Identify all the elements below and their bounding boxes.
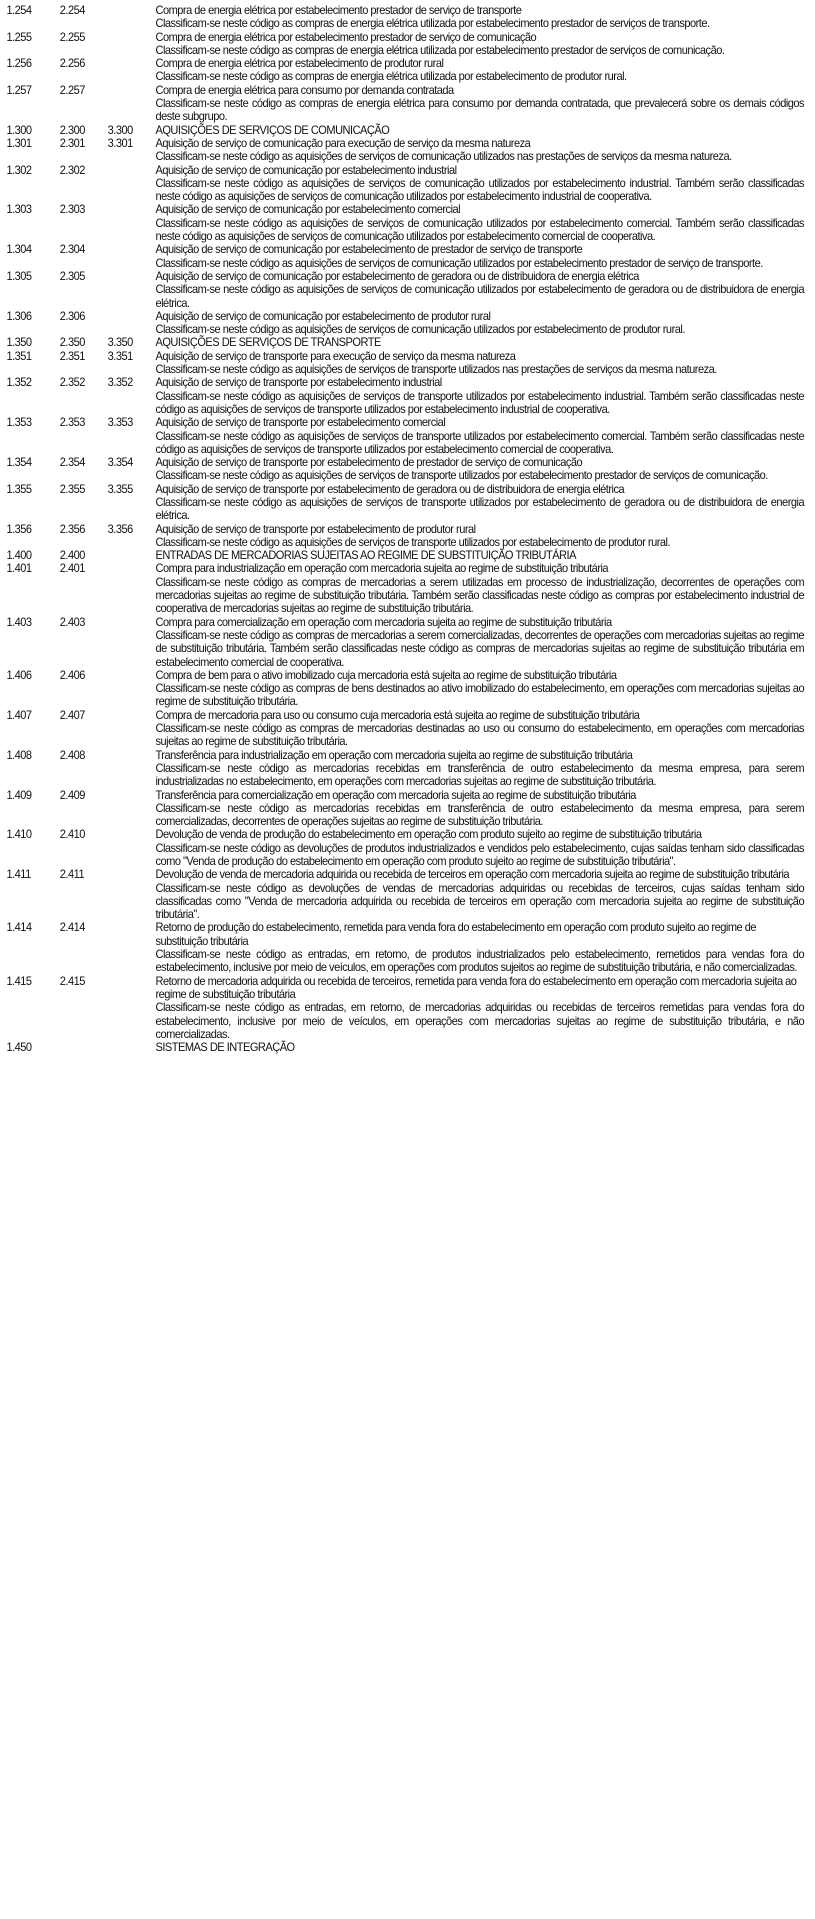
code-col-2: 2.351 xyxy=(59,348,85,363)
code-entry xyxy=(6,243,804,270)
code-entry xyxy=(6,350,804,377)
code-col-2: 2.400 xyxy=(59,548,85,563)
code-col-1: 1.302 xyxy=(6,162,32,177)
entry-title: Aquisição de serviço de comunicação por estabelecimento de geradora ou de distribuidora de energia elétrica xyxy=(155,268,639,283)
code-col-3: 3.353 xyxy=(107,415,133,430)
code-col-3: 3.350 xyxy=(107,335,133,350)
code-col-2: 2.356 xyxy=(59,521,85,536)
code-entry xyxy=(6,549,804,562)
entry-text xyxy=(155,709,804,749)
code-col-1: 1.401 xyxy=(6,561,32,576)
entry-text xyxy=(155,416,804,456)
entry-title: AQUISIÇÕES DE SERVIÇOS DE COMUNICAÇÃO xyxy=(155,122,390,137)
code-entry xyxy=(6,975,804,1041)
code-col-2: 2.305 xyxy=(59,268,85,283)
code-col-2: 2.350 xyxy=(59,335,85,350)
entry-text xyxy=(155,310,804,337)
code-col-2: 2.303 xyxy=(59,202,85,217)
entry-description: Classificam-se neste código as mercadorias recebidas em transferência de outro estabelecimento da mesma empresa, para serem industrializadas no estabelecimento, em operações com mercadorias sujeitas ao regime de substituição tributária. xyxy=(155,760,805,789)
code-entry xyxy=(6,4,804,31)
code-col-3 xyxy=(108,616,156,669)
code-col-3 xyxy=(108,203,156,243)
entry-title: Compra de mercadoria para uso ou consumo cuja mercadoria está sujeita ao regime de substituição tributária xyxy=(155,707,640,722)
entry-description: Classificam-se neste código as compras de energia elétrica para consumo por demanda contratada, que prevalecerá sobre os demais códigos deste subgrupo. xyxy=(155,96,805,124)
code-col-1: 1.304 xyxy=(6,242,32,257)
code-col-2: 2.304 xyxy=(59,242,85,257)
code-col-3 xyxy=(108,789,156,829)
entry-description: Classificam-se neste código as compras de energia elétrica utilizada por estabelecimento prestador de serviços de comunicação. xyxy=(155,42,725,57)
code-col-3: 3.355 xyxy=(107,481,133,496)
entry-text xyxy=(155,1041,804,1054)
code-col-3: 3.354 xyxy=(107,455,133,470)
code-col-3 xyxy=(108,84,156,124)
code-col-3 xyxy=(108,669,156,709)
code-col-3 xyxy=(108,4,156,31)
code-col-3: 3.300 xyxy=(107,122,133,137)
code-col-2: 2.409 xyxy=(59,787,85,802)
entry-description: Classificam-se neste código as devoluções de vendas de mercadorias adquiridas ou recebidas de terceiros, cujas saídas tenham sido classificadas como "Venda de mercadoria adquirida ou recebida de terceiros em operação com mercadoria sujeita ao regime de substituição tributária". xyxy=(155,880,805,922)
entry-text xyxy=(155,376,804,416)
code-entry xyxy=(6,310,804,337)
code-entry xyxy=(6,616,804,669)
entry-description: Classificam-se neste código as aquisições de serviços de transporte utilizados por estabelecimento prestador de serviços de comunicação. xyxy=(155,468,768,483)
entry-text xyxy=(155,31,804,58)
code-col-3 xyxy=(108,310,156,337)
code-col-2: 2.256 xyxy=(59,56,85,71)
entry-description: Classificam-se neste código as aquisições de serviços de comunicação utilizados por estabelecimento industrial. Também serão classificadas neste código as aquisições de serviços de comunicação utilizados por estabelecimento industrial de cooperativa. xyxy=(155,175,805,204)
code-entry xyxy=(6,57,804,84)
code-col-2: 2.410 xyxy=(59,827,85,842)
entry-description: Classificam-se neste código as compras de bens destinados ao ativo imobilizado do estabelecimento, em operações com mercadorias sujeitas ao regime de substituição tributária. xyxy=(155,681,805,709)
code-entry xyxy=(6,562,804,615)
code-col-3 xyxy=(108,749,156,789)
code-entry xyxy=(6,203,804,243)
entry-title: Aquisição de serviço de comunicação por estabelecimento industrial xyxy=(155,162,457,177)
entry-description: Classificam-se neste código as aquisições de serviços de comunicação utilizados nas prestações de serviços da mesma natureza. xyxy=(155,149,732,164)
code-col-3: 3.352 xyxy=(107,375,133,390)
code-entry xyxy=(6,376,804,416)
entry-text xyxy=(155,203,804,243)
code-col-1: 1.415 xyxy=(6,973,32,988)
code-entry xyxy=(6,416,804,456)
code-col-1: 1.300 xyxy=(6,122,32,137)
entry-text xyxy=(155,243,804,270)
code-entry xyxy=(6,270,804,310)
code-col-1: 1.257 xyxy=(6,82,32,97)
code-col-2: 2.352 xyxy=(59,375,85,390)
code-col-1: 1.356 xyxy=(6,521,32,536)
entry-text xyxy=(155,789,804,829)
entry-title: Compra de energia elétrica por estabelecimento prestador de serviço de transporte xyxy=(155,3,522,17)
entry-title: Aquisição de serviço de transporte para execução de serviço da mesma natureza xyxy=(155,348,516,363)
entry-text xyxy=(155,669,804,709)
entry-text xyxy=(155,270,804,310)
code-col-1: 1.411 xyxy=(6,867,31,882)
code-col-2: 2.411 xyxy=(59,867,85,882)
entry-text xyxy=(155,562,804,615)
entry-description: Classificam-se neste código as entradas, em retorno, de produtos industrializados pelo estabelecimento, remetidos para vendas fora do estabelecimento, inclusive por meio de veículos, em operações com produtos sujeitos ao regime de substituição tributária, e não comercializadas. xyxy=(155,947,805,975)
code-col-3 xyxy=(108,1041,156,1054)
entry-text xyxy=(155,336,804,349)
entry-title: Aquisição de serviço de transporte por estabelecimento industrial xyxy=(155,375,442,390)
code-col-2: 2.403 xyxy=(59,614,85,629)
code-col-1: 1.408 xyxy=(6,747,32,762)
code-col-2: 2.415 xyxy=(59,973,85,988)
entry-description: Classificam-se neste código as aquisições de serviços de comunicação utilizados por estabelecimento prestador de serviço de transporte. xyxy=(155,255,763,270)
entry-title: Compra de energia elétrica por estabelecimento prestador de serviço de comunicação xyxy=(155,29,537,44)
code-entry xyxy=(6,868,804,921)
code-col-1: 1.410 xyxy=(6,827,32,842)
code-col-1: 1.306 xyxy=(6,308,32,323)
entry-text xyxy=(155,483,804,523)
entry-title: Compra de bem para o ativo imobilizado cuja mercadoria está sujeita ao regime de substituição tributária xyxy=(155,667,617,682)
code-col-2: 2.301 xyxy=(59,135,85,150)
code-col-1: 1.254 xyxy=(6,3,32,17)
entry-text xyxy=(155,350,804,377)
code-col-1: 1.351 xyxy=(6,348,32,363)
code-entry xyxy=(6,789,804,829)
entry-title: Compra de energia elétrica por estabelecimento de produtor rural xyxy=(155,56,444,71)
entry-text xyxy=(155,749,804,789)
code-col-1: 1.301 xyxy=(6,135,32,150)
code-col-3: 3.351 xyxy=(107,348,133,363)
entry-text xyxy=(155,164,804,204)
entry-title: Transferência para comercialização em operação com mercadoria sujeita ao regime de substituição tributária xyxy=(155,787,636,802)
entry-title: Devolução de venda de mercadoria adquirida ou recebida de terceiros em operação com mercadoria sujeita ao regime de substituição tributária xyxy=(155,867,790,882)
entry-description: Classificam-se neste código as compras de mercadorias a serem utilizadas em processo de industrialização, decorrentes de operações com mercadorias sujeitas ao regime de substituição tributária. Também serão classificadas neste código as compras por estabelecimento industrial de cooperativa de mercadorias sujeitas ao regime de substituição tributária. xyxy=(155,574,805,616)
code-col-1: 1.350 xyxy=(6,335,32,350)
code-col-1: 1.352 xyxy=(6,375,32,390)
entry-title: Aquisição de serviço de comunicação para execução de serviço da mesma natureza xyxy=(155,135,531,150)
code-col-1: 1.400 xyxy=(6,548,32,563)
entry-description: Classificam-se neste código as compras de mercadorias a serem comercializadas, decorrentes de operações com mercadorias sujeitas ao regime de substituição tributária. Também serão classificadas neste código as compras de mercadorias sujeitas ao regime de substituição tributária em estabelecimento comercial de cooperativa. xyxy=(155,627,805,669)
entry-title: SISTEMAS DE INTEGRAÇÃO xyxy=(155,1040,295,1055)
code-col-2: 2.401 xyxy=(59,561,85,576)
code-col-1: 1.406 xyxy=(6,667,32,682)
entry-title: Retorno de mercadoria adquirida ou recebida de terceiros, remetida para venda fora do estabelecimento em operação com mercadoria sujeita ao regime de substituição tributária xyxy=(155,973,797,1001)
entry-title: Retorno de produção do estabelecimento, remetida para venda fora do estabelecimento em operação com produto sujeito ao regime de substituição tributária xyxy=(155,920,756,948)
code-entry xyxy=(6,31,804,58)
code-entry xyxy=(6,84,804,124)
code-entry xyxy=(6,1041,804,1054)
entry-title: Aquisição de serviço de comunicação por estabelecimento de produtor rural xyxy=(155,308,491,323)
entry-description: Classificam-se neste código as devoluções de produtos industrializados e vendidos pelo estabelecimento, cujas saídas tenham sido classificadas como "Venda de produção do estabelecimento em operação com produto sujeito ao regime de substituição tributária". xyxy=(155,840,805,868)
entry-description: Classificam-se neste código as aquisições de serviços de transporte utilizados por estabelecimento de produtor rural. xyxy=(155,534,671,549)
entry-description: Classificam-se neste código as aquisições de serviços de transporte utilizados por estabelecimento comercial. Também serão classificadas neste código as aquisições de serviços de transporte utilizados por estabelecimento comercial de cooperativa. xyxy=(155,428,805,456)
entry-text xyxy=(155,868,804,921)
entry-text xyxy=(155,84,804,124)
code-entry xyxy=(6,124,804,137)
entry-title: Compra para comercialização em operação com mercadoria sujeita ao regime de substituição tributária xyxy=(155,614,612,629)
entry-title: Transferência para industrialização em operação com mercadoria sujeita ao regime de substituição tributária xyxy=(155,747,633,762)
code-col-1: 1.355 xyxy=(6,481,32,496)
entry-title: Compra para industrialização em operação com mercadoria sujeita ao regime de substituição tributária xyxy=(155,561,609,576)
code-col-3 xyxy=(108,270,156,310)
code-col-3 xyxy=(108,164,156,204)
code-col-2: 2.354 xyxy=(59,455,85,470)
entry-title: Aquisição de serviço de transporte por estabelecimento de produtor rural xyxy=(155,521,476,536)
entry-title: Aquisição de serviço de comunicação por estabelecimento comercial xyxy=(155,202,461,217)
code-col-2: 2.300 xyxy=(59,122,85,137)
entry-description: Classificam-se neste código as aquisições de serviços de comunicação utilizados por estabelecimento de produtor rural. xyxy=(155,322,685,337)
code-col-1: 1.407 xyxy=(6,707,32,722)
entry-title: AQUISIÇÕES DE SERVIÇOS DE TRANSPORTE xyxy=(155,335,381,350)
entry-description: Classificam-se neste código as compras de energia elétrica utilizada por estabelecimento de produtor rural. xyxy=(155,69,627,84)
entry-text xyxy=(155,137,804,164)
code-col-1: 1.409 xyxy=(6,787,32,802)
entry-description: Classificam-se neste código as compras de energia elétrica utilizada por estabelecimento prestador de serviços de transporte. xyxy=(155,16,710,31)
code-col-2 xyxy=(60,1041,108,1054)
entry-title: ENTRADAS DE MERCADORIAS SUJEITAS AO REGIME DE SUBSTITUIÇÃO TRIBUTÁRIA xyxy=(155,548,576,563)
code-col-1: 1.305 xyxy=(6,268,32,283)
code-col-1: 1.414 xyxy=(6,920,32,935)
code-col-3: 3.301 xyxy=(107,135,133,150)
entry-description: Classificam-se neste código as aquisições de serviços de transporte utilizados por estabelecimento industrial. Também serão classificadas neste código as aquisições de serviços de transporte utilizados por estabelecimento industrial de cooperativa. xyxy=(155,388,805,416)
code-entry xyxy=(6,749,804,789)
entry-text xyxy=(155,456,804,483)
code-col-1: 1.303 xyxy=(6,202,32,217)
code-col-3 xyxy=(108,549,156,562)
entry-text xyxy=(155,549,804,562)
code-col-2: 2.306 xyxy=(59,308,85,323)
code-col-3 xyxy=(108,31,156,58)
entry-description: Classificam-se neste código as entradas, em retorno, de mercadorias adquiridas ou recebidas de terceiros remetidas para vendas fora do estabelecimento, inclusive por meio de veículos, em operações com mercadorias sujeitas ao regime de substituição tributária, e não comercializadas. xyxy=(155,1000,805,1041)
code-entry xyxy=(6,669,804,709)
entry-text xyxy=(155,975,804,1041)
entry-text xyxy=(155,523,804,550)
code-col-2: 2.407 xyxy=(59,707,85,722)
code-col-3: 3.356 xyxy=(107,521,133,536)
code-col-2: 2.408 xyxy=(59,747,85,762)
code-entry xyxy=(6,336,804,349)
code-col-1: 1.353 xyxy=(6,415,32,430)
entry-title: Aquisição de serviço de transporte por estabelecimento de prestador de serviço de comunicação xyxy=(155,455,583,470)
code-col-3 xyxy=(108,709,156,749)
code-entry xyxy=(6,828,804,868)
code-col-3 xyxy=(108,243,156,270)
code-col-1: 1.255 xyxy=(6,29,32,44)
entry-description: Classificam-se neste código as mercadorias recebidas em transferência de outro estabelecimento da mesma empresa, para serem comercializadas, decorrentes de operações sujeitas ao regime de substituição tributária. xyxy=(155,800,805,829)
code-entry xyxy=(6,483,804,523)
code-entry xyxy=(6,921,804,974)
entry-description: Classificam-se neste código as aquisições de serviços de comunicação utilizados por estabelecimento de geradora ou de distribuidora de energia elétrica. xyxy=(155,282,805,310)
entry-description: Classificam-se neste código as aquisições de serviços de transporte utilizados por estabelecimento de geradora ou de distribuidora de energia elétrica. xyxy=(155,494,805,523)
entry-title: Devolução de venda de produção do estabelecimento em operação com produto sujeito ao regime de substituição tributária xyxy=(155,827,702,842)
code-col-1: 1.403 xyxy=(6,614,32,629)
code-col-2: 2.257 xyxy=(59,82,85,97)
code-col-3 xyxy=(108,828,156,868)
code-col-1: 1.450 xyxy=(6,1040,32,1055)
entry-description: Classificam-se neste código as compras de mercadorias destinadas ao uso ou consumo do estabelecimento, em operações com mercadorias sujeitas ao regime de substituição tributária. xyxy=(155,721,805,749)
entry-title: Aquisição de serviço de comunicação por estabelecimento de prestador de serviço de transporte xyxy=(155,242,583,257)
entry-description: Classificam-se neste código as aquisições de serviços de comunicação utilizados por estabelecimento comercial. Também serão classificadas neste código as aquisições de serviços de comunicação utilizados por estabelecimento comercial de cooperativa. xyxy=(155,215,805,244)
code-entry xyxy=(6,164,804,204)
code-col-3 xyxy=(108,562,156,615)
entry-title: Compra de energia elétrica para consumo por demanda contratada xyxy=(155,82,454,97)
code-col-2: 2.254 xyxy=(59,3,85,17)
code-col-1: 1.256 xyxy=(6,56,32,71)
entry-description: Classificam-se neste código as aquisições de serviços de transporte utilizados nas prestações de serviços da mesma natureza. xyxy=(155,362,717,377)
code-col-2: 2.302 xyxy=(59,162,85,177)
entry-text xyxy=(155,57,804,84)
code-col-3 xyxy=(108,975,156,1041)
code-col-2: 2.406 xyxy=(59,667,85,682)
entry-text xyxy=(155,616,804,669)
entry-text xyxy=(155,921,804,974)
code-entry xyxy=(6,709,804,749)
entry-text xyxy=(155,828,804,868)
code-col-3 xyxy=(108,868,156,921)
entry-text xyxy=(155,4,804,31)
code-col-3 xyxy=(108,57,156,84)
entry-text xyxy=(155,124,804,137)
code-col-2: 2.414 xyxy=(59,920,85,935)
code-col-1: 1.354 xyxy=(6,455,32,470)
code-entry xyxy=(6,137,804,164)
code-col-2: 2.353 xyxy=(59,415,85,430)
code-col-2: 2.355 xyxy=(59,481,85,496)
code-entry xyxy=(6,523,804,550)
code-col-2: 2.255 xyxy=(59,29,85,44)
entry-title: Aquisição de serviço de transporte por estabelecimento comercial xyxy=(155,415,446,430)
code-col-3 xyxy=(108,921,156,974)
code-entry xyxy=(6,456,804,483)
entry-title: Aquisição de serviço de transporte por estabelecimento de geradora ou de distribuidora de energia elétrica xyxy=(155,481,625,496)
